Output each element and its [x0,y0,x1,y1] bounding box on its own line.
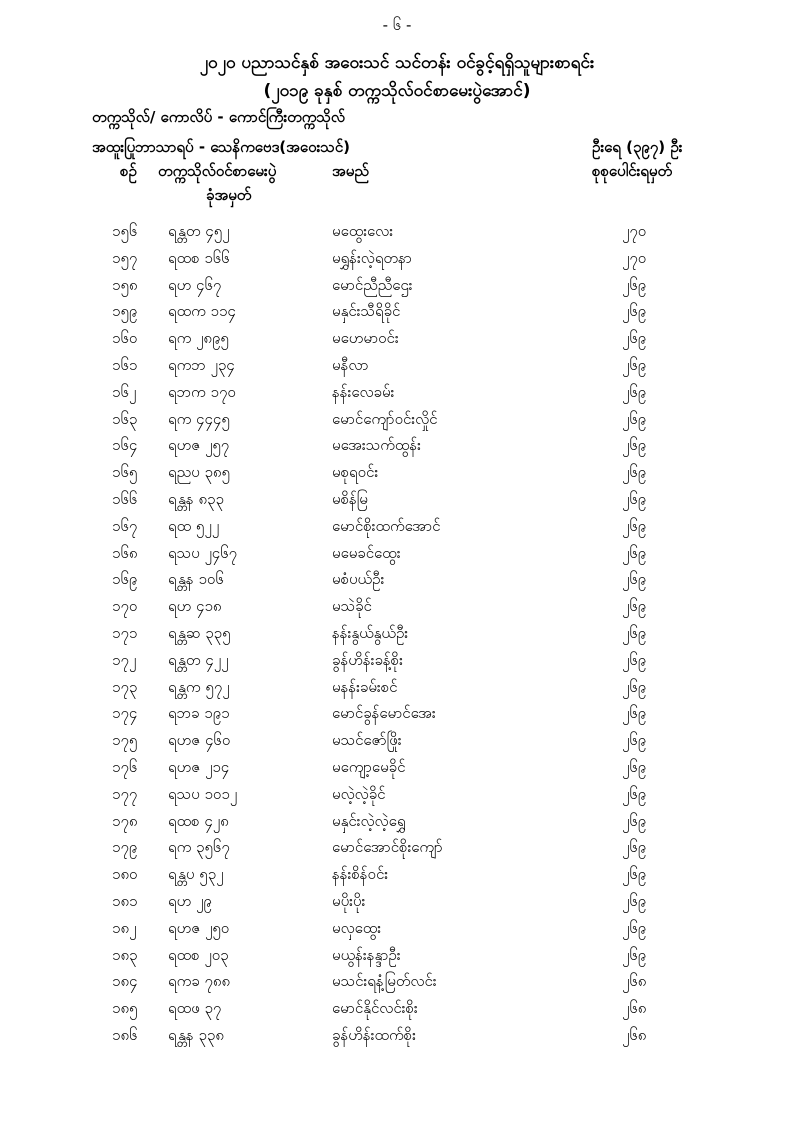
table-row [0,436,794,463]
marks-cell: ၂၆၉ [622,757,647,776]
serial-cell: ၁၆၀ [112,329,138,348]
name-cell: မမေခင်ထွေး [332,543,401,562]
marks-cell: ၂၆၉ [622,650,647,669]
table-row [0,678,794,705]
table-row [0,544,794,571]
table-row [0,276,794,303]
name-cell: မနန်းခမ်းစင် [332,677,398,696]
roll-number-cell: ရန္တပ ၅၃၂ [168,865,224,884]
marks-cell: ၂၆၉ [622,623,647,642]
roll-number-cell: ရကခ ၇၈၈ [168,972,231,991]
marks-cell: ၂၆၈ [622,1025,647,1044]
roll-number-cell: ရန္တတ ၄၂၂ [168,650,229,669]
serial-cell: ၁၈၃ [112,945,138,964]
name-cell: နန်းနွယ်နွယ်ဦး [332,623,409,642]
table-row [0,651,794,678]
table-row [0,302,794,329]
marks-cell: ၂၆၉ [622,597,647,616]
name-cell: မောင်အောင်စိုးကျော် [332,838,443,857]
roll-number-cell: ရန္တန ၁၀၆ [168,570,224,589]
table-row [0,490,794,517]
name-cell: မပိုးပိုး [332,891,366,910]
name-cell: မနှင်းလဲ့လဲ့ရွှေ [332,811,406,830]
table-row [0,383,794,410]
name-cell: မောင်ခွန်မောင်အေး [332,704,436,723]
serial-cell: ၁၆၂ [112,382,137,401]
name-cell: မစံပယ်ဦး [332,570,385,589]
name-cell: မစုရဝင်း [332,463,379,482]
serial-cell: ၁၈၀ [112,865,138,884]
marks-cell: ၂၇၀ [622,248,647,267]
roll-number-cell: ရဟ ၄၆၇ [168,275,222,294]
student-count: ဦးရေ (၃၉၇) ဦး [592,138,683,156]
marks-cell: ၂၆၉ [622,355,647,374]
marks-cell: ၂၆၉ [622,463,647,482]
marks-cell: ၂၆၉ [622,838,647,857]
marks-cell: ၂၆၉ [622,329,647,348]
roll-number-cell: ရညပ ၃၈၅ [168,463,230,482]
roll-number-column-header: တက္ကသိုလ်ဝင်စာမေးပွဲ [158,162,277,180]
marks-cell: ၂၆၉ [622,570,647,589]
roll-number-cell: ရကဘ ၂၃၄ [168,355,235,374]
page-number: - ၆ - [382,16,412,34]
roll-number-cell: ရထစ ၄၂၈ [168,811,229,830]
marks-cell: ၂၆၉ [622,731,647,750]
name-cell: မသင်ဇော်ဖြိုး [332,731,402,750]
table-row [0,410,794,437]
roll-number-cell: ရထဖ ၃၇ [168,999,222,1018]
roll-number-cell: ရဘခ ၁၉၁ [168,704,230,723]
serial-cell: ၁၇၂ [112,650,137,669]
marks-cell: ၂၆၉ [622,811,647,830]
table-row [0,1026,794,1053]
serial-cell: ၁၇၅ [112,731,138,750]
roll-number-cell: ရက ၂၈၉၅ [168,329,229,348]
marks-cell: ၂၆၉ [622,918,647,937]
name-cell: မအေးသက်ထွန်း [332,436,421,455]
name-cell: နန်းစိန်ဝင်း [332,865,389,884]
roll-number-cell: ရထစ ၂၀၃ [168,945,229,964]
name-cell: နန်းလေခမ်း [332,382,395,401]
serial-cell: ၁၅၇ [112,248,138,267]
table-row [0,329,794,356]
student-list [0,222,794,1053]
marks-cell: ၂၆၉ [622,865,647,884]
name-cell: မလဲ့လဲ့ခိုင် [332,784,386,803]
roll-number-cell: ရထ ၅၂၂ [168,516,220,535]
marks-cell: ၂၆၉ [622,784,647,803]
table-row [0,892,794,919]
specialization-heading: အထူးပြုဘာသာရပ် - သေနိကဗေဒ(အဝေးသင်) [92,138,350,156]
name-cell: မရွှန်းလဲ့ရတနာ [332,248,412,267]
table-row [0,999,794,1026]
serial-cell: ၁၅၆ [112,222,138,240]
marks-cell: ၂၆၉ [622,489,647,508]
table-row [0,249,794,276]
roll-number-cell: ရထက ၁၁၄ [168,302,236,321]
marks-cell: ၂၆၉ [622,436,647,455]
name-cell: မယွန်းနန္ဒာဦး [332,945,401,964]
serial-cell: ၁၆၈ [112,543,138,562]
table-row [0,838,794,865]
name-cell: မောင်နိုင်လင်းစိုး [332,999,418,1018]
table-row [0,758,794,785]
roll-number-cell: ရဟဇ ၂၁၄ [168,757,230,776]
roll-number-cell: ရက ၃၅၆၇ [168,838,230,857]
roll-number-cell: ရဟဇ ၂၅၇ [168,436,230,455]
table-row [0,463,794,490]
serial-cell: ၁၆၄ [112,436,138,455]
table-row [0,704,794,731]
name-cell: မထွေးလေး [332,222,394,240]
roll-number-cell: ရန္တန ၈၃၃ [168,489,224,508]
table-row [0,812,794,839]
roll-number-cell: ရဟ ၂၉ [168,891,212,910]
roll-number-column-header-line2: ခုံအမှတ် [206,186,252,204]
serial-cell: ၁၇၄ [112,704,138,723]
serial-cell: ၁၇၆ [112,757,138,776]
name-cell: မနီလာ [332,355,369,374]
roll-number-cell: ရဟ ၄၁၈ [168,597,222,616]
marks-cell: ၂၆၉ [622,409,647,428]
serial-cell: ၁၈၁ [112,891,138,910]
serial-cell: ၁၅၈ [112,275,138,294]
table-row [0,919,794,946]
serial-cell: ၁၈၆ [112,1025,138,1044]
document-title: ၂၀၂၀ ပညာသင်နှစ် အဝေးသင် သင်တန်း ဝင်ခွင့်ရရှိသူများစာရင်း [199,53,595,73]
marks-cell: ၂၆၉ [622,302,647,321]
name-cell: မောင်ကျော်ဝင်းလှိုင် [332,409,438,428]
table-row [0,731,794,758]
serial-cell: ၁၆၉ [112,570,138,589]
roll-number-cell: ရန္တတ ၄၅၂ [168,222,230,240]
table-row [0,865,794,892]
serial-cell: ၁၅၉ [112,302,138,321]
marks-cell: ၂၆၉ [622,275,647,294]
roll-number-cell: ရန္တက ၅၇၂ [168,677,230,696]
table-row [0,946,794,973]
table-row [0,356,794,383]
table-row [0,972,794,999]
marks-cell: ၂၆၉ [622,945,647,964]
marks-cell: ၂၆၉ [622,543,647,562]
serial-cell: ၁၇၀ [112,597,138,616]
table-row [0,597,794,624]
roll-number-cell: ရန္တန ၃၃၈ [168,1025,224,1044]
serial-cell: ၁၆၅ [112,463,138,482]
serial-cell: ၁၇၃ [112,677,138,696]
serial-cell: ၁၆၁ [112,355,138,374]
roll-number-cell: ရဟဇ ၂၅၀ [168,918,230,937]
roll-number-cell: ရဘက ၁၇၀ [168,382,236,401]
name-cell: မဟေမာဝင်း [332,329,399,348]
serial-cell: ၁၇၈ [112,811,138,830]
name-cell: ခွန်ဟိန်းခန့်စိုး [332,650,403,669]
name-column-header: အမည် [332,162,369,180]
marks-cell: ၂၆၈ [622,999,647,1018]
roll-number-cell: ရသပ ၂၄၆၇ [168,543,238,562]
marks-cell: ၂၆၉ [622,677,647,696]
serial-cell: ၁၈၅ [112,999,138,1018]
table-row [0,570,794,597]
marks-cell: ၂၇၀ [622,222,647,240]
name-cell: မသဲခိုင် [332,597,372,616]
university-line: တက္ကသိုလ်/ ကောလိပ် - ကောင်ကြီးတက္ကသိုလ် [92,108,345,126]
serial-cell: ၁၈၄ [112,972,138,991]
name-cell: မနှင်းသီရိခိုင် [332,302,401,321]
marks-cell: ၂၆၉ [622,891,647,910]
serial-column-header: စဉ် [120,162,137,180]
marks-cell: ၂၆၉ [622,704,647,723]
marks-cell: ၂၆၉ [622,516,647,535]
roll-number-cell: ရဟဇ ၄၆၀ [168,731,231,750]
table-row [0,785,794,812]
name-cell: မသင်းရနံ့မြတ်လင်း [332,972,437,991]
name-cell: မောင်စိုးထက်အောင် [332,516,441,535]
name-cell: မစိန်မြ [332,489,368,508]
serial-cell: ၁၈၂ [112,918,137,937]
name-cell: ခွန်ဟိန်းထက်စိုး [332,1025,416,1044]
table-row [0,517,794,544]
table-row [0,624,794,651]
marks-cell: ၂၆၉ [622,382,647,401]
serial-cell: ၁၆၃ [112,409,138,428]
roll-number-cell: ရထစ ၁၆၆ [168,248,230,267]
serial-cell: ၁၇၁ [112,623,138,642]
total-marks-column-header: စုစုပေါင်းရမှတ် [592,162,673,180]
serial-cell: ၁၆၇ [112,516,138,535]
marks-cell: ၂၆၈ [622,972,647,991]
name-cell: မလှထွေး [332,918,382,937]
serial-cell: ၁၇၇ [112,784,138,803]
serial-cell: ၁၆၆ [112,489,138,508]
roll-number-cell: ရသပ ၁၀၁၂ [168,784,238,803]
name-cell: မောင်ညီညီဌေး [332,275,413,294]
roll-number-cell: ရန္တဆ ၃၃၅ [168,623,231,642]
table-row [0,222,794,249]
name-cell: မကျော့မေခိုင် [332,757,406,776]
document-subtitle: (၂၀၁၉ ခုနှစ် တက္ကသိုလ်ဝင်စာမေးပွဲအောင်) [263,81,531,101]
roll-number-cell: ရက ၄၄၄၅ [168,409,230,428]
serial-cell: ၁၇၉ [112,838,138,857]
